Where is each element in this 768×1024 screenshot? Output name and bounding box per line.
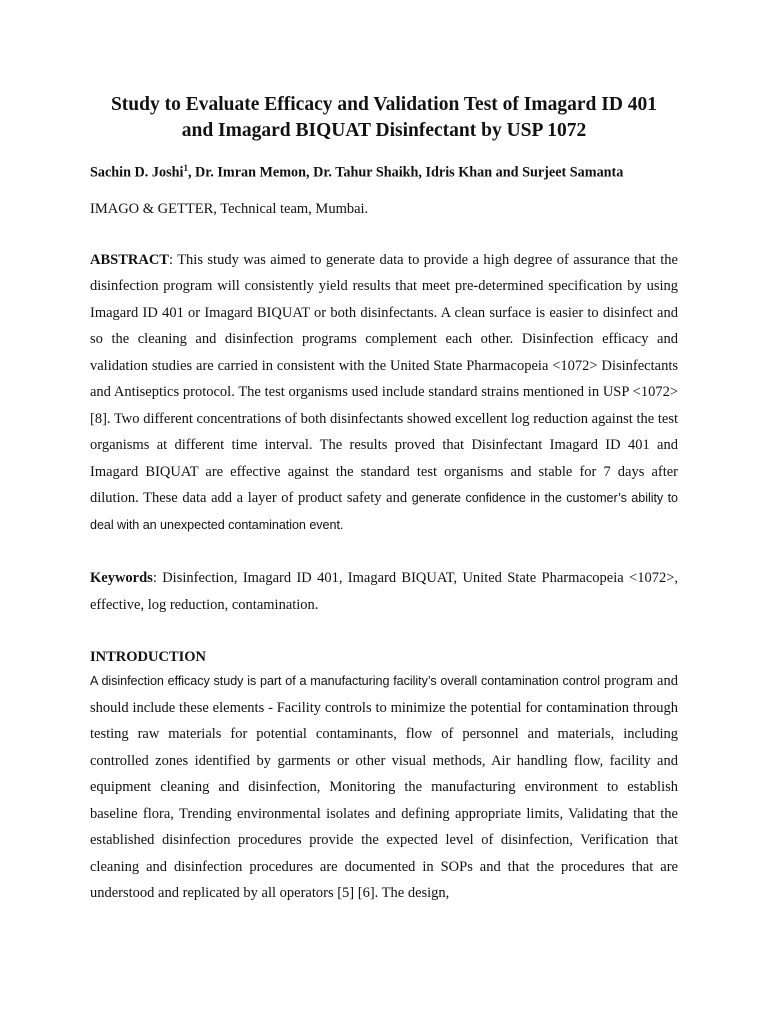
paper-title: [90, 92, 678, 144]
title-line-2: and Imagard BIQUAT Disinfectant by USP 1072: [181, 120, 587, 141]
keywords: [90, 565, 678, 618]
introduction-first-line: A disinfection efficacy study is part of a manufacturing facility’s overall contamination control: [90, 674, 600, 689]
abstract-last-line: generate confidence in the customer’s ability to deal with an unexpected contamination event.: [90, 491, 678, 532]
first-author: Sachin D. Joshi: [90, 164, 184, 181]
author-affiliation-mark: 1: [183, 163, 188, 173]
introduction-body: [90, 668, 678, 907]
keywords-label: Keywords: [90, 570, 153, 587]
abstract-text: : This study was aimed to generate data to provide a high degree of assurance that the disinfection program will consistently yield results that meet pre-determined specification by using Imagard ID 401 or Imagard BIQUAT or both disinfectants. A clean surface is easier to disinfect and so the cleaning and disinfection programs complement each other. Disinfection efficacy and validation studies are carried in consistent with the United State Pharmacopeia <1072> Disinfectants and Antiseptics protocol. The test organisms used include standard strains mentioned in USP <1072> [8]. Two different concentrations of both disinfectants showed excellent log reduction against the test organisms at different time interval. The results proved that Disinfectant Imagard ID 401 and Imagard BIQUAT are effective against the standard test organisms and stable for 7 days after dilution. These data add a layer of product safety and: [90, 251, 678, 507]
author-list: [90, 163, 678, 182]
section-heading-introduction: INTRODUCTION: [90, 649, 207, 666]
other-authors: , Dr. Imran Memon, Dr. Tahur Shaikh, Idris Khan and Surjeet Samanta: [187, 164, 624, 181]
affiliation: IMAGO & GETTER, Technical team, Mumbai.: [90, 200, 369, 217]
abstract: [90, 247, 678, 539]
title-line-1: Study to Evaluate Efficacy and Validation Test of Imagard ID 401: [110, 94, 658, 115]
abstract-label: ABSTRACT: [90, 251, 169, 268]
introduction-text: program and should include these elements - Facility controls to minimize the potential for contamination through testing raw materials for potential contaminants, flow of personnel and materials, including controlled zones identified by garments or other visual methods, Air handling flow, facility and equipment cleaning and disinfection, Monitoring the manufacturing environment to establish baseline flora, Trending environmental isolates and defining appropriate limits, Validating that the established disinfection procedures provide the expected level of disinfection, Verification that cleaning and disinfection procedures are documented in SOPs and that the procedures that are understood and replicated by all operators [5] [6]. The design,: [90, 673, 678, 902]
keywords-text: : Disinfection, Imagard ID 401, Imagard BIQUAT, United State Pharmacopeia <1072>, effective, log reduction, contamination.: [90, 570, 678, 613]
